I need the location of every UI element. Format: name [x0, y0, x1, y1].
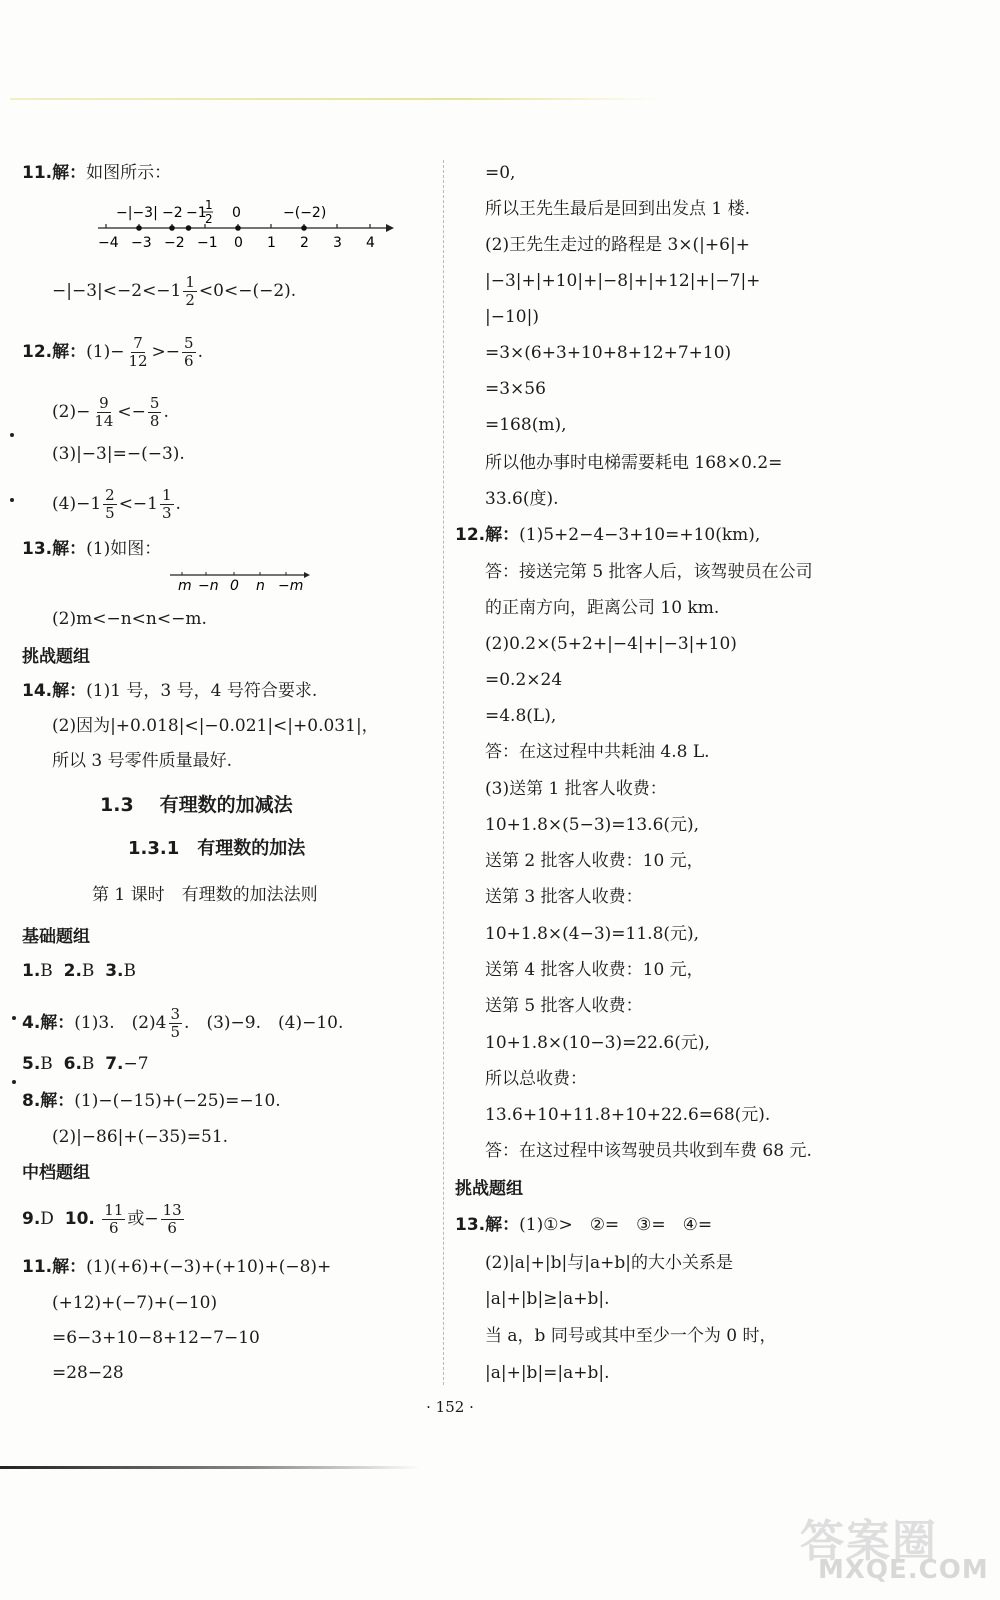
watermark-text: 答案圈 [800, 1516, 938, 1567]
nl2-label: 0 [230, 578, 239, 594]
section-heading-intermediate: 中档题组 [22, 1163, 90, 1183]
problem-13-heading: 13.解：(1)如图： [22, 539, 162, 559]
margin-dot [12, 1016, 16, 1020]
bottom-rule [0, 1466, 420, 1469]
problem-13-right: 13.解：(1)①> ②= ③= ④= [455, 1215, 713, 1235]
right-line: 13.6+10+11.8+10+22.6=68(元). [485, 1105, 771, 1125]
right-line: (2)王先生走过的路程是 3×(|+6|+ [485, 235, 750, 255]
problem-8-part-1: 8.解：(1)−(−15)+(−25)=−10. [22, 1091, 281, 1111]
right-line: 33.6(度). [485, 489, 559, 509]
problem-11-part-1: 11.解：(1)(+6)+(−3)+(+10)+(−8)+ [22, 1257, 332, 1277]
nl1-point [169, 225, 175, 231]
problem-12-right: 12.解：(1)5+2−4−3+10=+10(km), [455, 525, 761, 545]
nl1-point [136, 225, 142, 231]
nl1-label-zero: 0 [232, 205, 241, 221]
nl1-label-neg-neg2: −(−2) [283, 205, 327, 221]
right-line: =4.8(L), [485, 706, 557, 726]
problem-12-part-2: (2)− $\frac{9}{14}$ <− $\frac{5}{8}$ . [52, 394, 169, 430]
nl1-tick-label: 2 [300, 235, 309, 251]
right-line: |a|+|b|≥|a+b|. [485, 1289, 610, 1309]
right-line: 10+1.8×(4−3)=11.8(元), [485, 924, 700, 944]
nl1-frac-den: 2 [205, 212, 213, 226]
right-line: |−10|) [485, 307, 539, 327]
section-heading-challenge: 挑战题组 [22, 647, 90, 667]
right-line: 10+1.8×(5−3)=13.6(元), [485, 815, 700, 835]
right-line: 答：在这过程中该驾驶员共收到车费 68 元. [485, 1141, 812, 1161]
top-rule [10, 98, 660, 100]
problem-13-part-2: (2)m<−n<n<−m. [52, 609, 207, 629]
subsection-title: 1.3.1 有理数的加法 [128, 838, 306, 859]
nl2-label: −n [198, 578, 219, 594]
right-line: 的正南方向，距离公司 10 km. [485, 598, 720, 618]
nl1-label-abs3: −|−3| [116, 205, 158, 221]
right-line: 送第 3 批客人收费： [485, 887, 643, 907]
nl1-tick-label: −1 [197, 235, 218, 251]
nl1-tick-label: 0 [234, 235, 243, 251]
problem-4: 4.解：(1)3. (2)4 $\frac{3}{5}$ . (3)−9. (4)−10. [22, 1005, 344, 1041]
watermark-logo [800, 1505, 990, 1585]
right-line: 送第 2 批客人收费：10 元， [485, 851, 704, 871]
right-line: (2)0.2×(5+2+|−4|+|−3|+10) [485, 634, 737, 654]
number-line-1 [90, 195, 400, 255]
margin-dot [10, 498, 14, 502]
right-line: |−3|+|+10|+|−8|+|+12|+|−7|+ [485, 271, 761, 291]
right-line: 答：接送完第 5 批客人后，该驾驶员在公司 [485, 562, 813, 582]
answers-9-10: 9.D 10. $\frac{11}{6}$ 或− $\frac{13}{6}$ [22, 1201, 182, 1237]
section-heading-challenge-right: 挑战题组 [455, 1179, 523, 1199]
problem-12-part-3: (3)|−3|=−(−3). [52, 444, 185, 464]
nl2-label: −m [278, 578, 304, 594]
nl1-point [235, 225, 241, 231]
problem-11-heading: 11.解：如图所示： [22, 163, 172, 183]
watermark-url: MXQE.COM [818, 1555, 989, 1585]
right-line: 所以总收费： [485, 1069, 587, 1089]
problem-11-line-2: (+12)+(−7)+(−10) [52, 1293, 218, 1313]
right-line: =3×(6+3+10+8+12+7+10) [485, 343, 732, 363]
right-line: |a|+|b|=|a+b|. [485, 1363, 610, 1383]
right-line: 10+1.8×(10−3)=22.6(元), [485, 1033, 710, 1053]
nl1-frac-num: 1 [205, 198, 213, 212]
right-line: =168(m), [485, 415, 567, 435]
right-line: (3)送第 1 批客人收费： [485, 779, 667, 799]
problem-14-part-2: (2)因为|+0.018|<|−0.021|<|+0.031|， [52, 716, 379, 736]
nl1-tick-label: 4 [366, 235, 375, 251]
problem-12-part-4: (4)−1 $\frac{2}{5}$ <−1 $\frac{1}{3}$ . [52, 486, 181, 522]
answers-1-3: 1.B 2.B 3.B [22, 961, 137, 981]
problem-8-part-2: (2)|−86|+(−35)=51. [52, 1127, 229, 1147]
right-line: 当 a，b 同号或其中至少一个为 0 时， [485, 1326, 777, 1346]
problem-12-part-1: 12.解：(1)− $\frac{7}{12}$ >− $\frac{5}{6}$ . [22, 334, 203, 370]
problem-11-line-4: =28−28 [52, 1363, 124, 1383]
ordering-line-1: −|−3|<−2<−1 $\frac{1}{2}$ <0<−(−2). [52, 273, 297, 309]
page-number: · 152 · [426, 1398, 474, 1416]
nl1-tick-label: −4 [98, 235, 119, 251]
section-title: 1.3 有理数的加减法 [100, 794, 293, 816]
right-line: =0.2×24 [485, 670, 563, 690]
nl1-label-neg2: −2 [162, 205, 183, 221]
nl1-point [301, 225, 307, 231]
right-line: 所以王先生最后是回到出发点 1 楼. [485, 199, 751, 219]
nl2-label: n [256, 578, 265, 594]
nl1-arrow [386, 224, 394, 232]
right-line: 送第 4 批客人收费：10 元， [485, 960, 704, 980]
answers-5-7: 5.B 6.B 7.−7 [22, 1054, 149, 1074]
right-line: =0, [485, 163, 516, 183]
nl1-label-neg1: −1 [186, 205, 207, 221]
nl2-arrow [304, 572, 310, 578]
right-line: 答：在这过程中共耗油 4.8 L. [485, 742, 710, 762]
number-line-2 [168, 565, 318, 595]
nl1-tick-label: −3 [131, 235, 152, 251]
problem-14-conclusion: 所以 3 号零件质量最好. [52, 751, 233, 771]
problem-14-part-1: 14.解：(1)1 号，3 号，4 号符合要求. [22, 681, 318, 701]
right-line: 送第 5 批客人收费： [485, 996, 643, 1016]
nl1-tick-label: 1 [267, 235, 276, 251]
right-line: =3×56 [485, 379, 546, 399]
problem-11-line-3: =6−3+10−8+12−7−10 [52, 1328, 260, 1348]
right-line: 所以他办事时电梯需要耗电 168×0.2= [485, 453, 783, 473]
margin-dot [10, 433, 14, 437]
nl1-tick-label: −2 [164, 235, 185, 251]
nl1-tick-label: 3 [333, 235, 342, 251]
nl1-point [186, 225, 192, 231]
lesson-title: 第 1 课时 有理数的加法法则 [92, 885, 318, 905]
section-heading-basic: 基础题组 [22, 927, 90, 947]
margin-dot [12, 1080, 16, 1084]
column-divider [443, 160, 444, 1385]
nl2-label: m [178, 578, 192, 594]
right-line: (2)|a|+|b|与|a+b|的大小关系是 [485, 1253, 733, 1273]
